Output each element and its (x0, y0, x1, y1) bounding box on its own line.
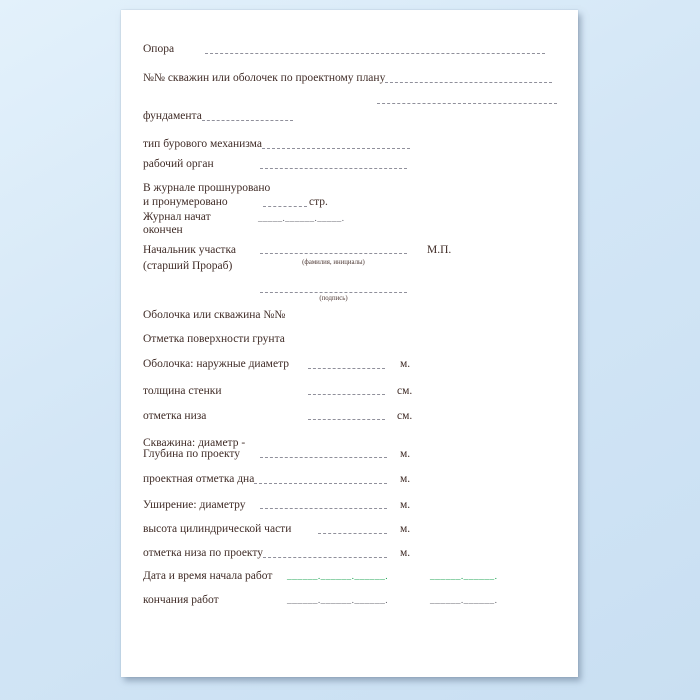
shell-outer-diameter-unit: м. (400, 358, 411, 370)
journal-laced-label-2: и пронумеровано (143, 196, 228, 208)
drill-mechanism-label: тип бурового механизма (143, 138, 262, 150)
work-end-label: кончания работ (143, 594, 219, 606)
work-end-date-placeholder: ______.______.______. (287, 596, 389, 606)
shell-or-well-label: Оболочка или скважина №№ (143, 309, 286, 321)
wall-thickness-unit: см. (397, 385, 413, 397)
document-page (121, 10, 578, 677)
ground-surface-label: Отметка поверхности грунта (143, 333, 285, 345)
project-bottom-mark-row (143, 473, 387, 486)
working-body-label: рабочий орган (143, 158, 214, 170)
project-bottom-mark-unit: м. (400, 473, 411, 485)
widening-diameter-unit: м. (400, 499, 411, 511)
foundation-fill-line (202, 110, 293, 121)
name-hint: (фамилия, инициалы) (302, 259, 365, 266)
stamp-abbr: М.П. (427, 244, 452, 256)
bottom-mark-project-unit: м. (400, 547, 411, 559)
well-diameter-label: Скважина: диаметр - (143, 437, 246, 449)
pages-count-fill-line (263, 196, 307, 207)
signature-hint: (подпись) (319, 295, 348, 302)
bottom-mark-project-fill-line (263, 547, 387, 558)
bottom-mark-fill-line (308, 409, 385, 420)
drill-mechanism-fill-line (262, 138, 410, 149)
shell-outer-diameter-fill-line (308, 358, 385, 369)
cylinder-height-unit: м. (400, 523, 411, 535)
journal-laced-label-1: В журнале прошнуровано (143, 182, 271, 194)
wells-plan-fill-line (385, 72, 552, 83)
bottom-mark-project-label: отметка низа по проекту (143, 547, 263, 559)
project-depth-fill-line (260, 447, 387, 458)
project-bottom-mark-label: проектная отметка дна (143, 473, 255, 485)
journal-finished-label: окончен (143, 224, 183, 236)
wall-thickness-fill-line (308, 384, 385, 395)
drill-mechanism-row (143, 138, 410, 151)
work-end-time-placeholder: ______.______. (430, 596, 498, 606)
journal-started-label: Журнал начат (143, 211, 211, 223)
work-start-time-placeholder: ______.______. (430, 572, 498, 582)
project-depth-label: Глубина по проекту (143, 448, 240, 460)
wall-thickness-label: толщина стенки (143, 385, 222, 397)
cylinder-height-label: высота цилиндрической части (143, 523, 292, 535)
widening-diameter-fill-line (260, 498, 387, 509)
wells-plan-label: №№ скважин или оболочек по проектному плану (143, 72, 386, 84)
wells-plan-row (143, 72, 552, 85)
pages-abbr: стр. (309, 196, 328, 208)
cylinder-height-fill-line (318, 523, 387, 534)
work-start-date-placeholder: ______.______.______. (287, 572, 389, 582)
working-body-fill-line (260, 158, 407, 169)
signature-fill-line (260, 282, 407, 293)
support-label: Опора (143, 43, 175, 55)
site-manager-label-2: (старший Прораб) (143, 260, 233, 272)
continuation-fill-line (377, 93, 557, 104)
project-bottom-mark-fill-line (254, 473, 387, 484)
site-manager-name-fill-line (260, 243, 407, 254)
bottom-mark-label: отметка низа (143, 410, 207, 422)
work-start-label: Дата и время начала работ (143, 570, 273, 582)
shell-outer-diameter-label: Оболочка: наружные диаметр (143, 358, 289, 370)
bottom-mark-project-row (143, 547, 387, 560)
site-manager-label-1: Начальник участка (143, 244, 236, 256)
support-fill-line (205, 43, 545, 54)
journal-started-date-placeholder: _____.______._____. (258, 213, 345, 223)
bottom-mark-unit: см. (397, 410, 413, 422)
foundation-label: фундамента (143, 110, 202, 122)
widening-diameter-label: Уширение: диаметру (143, 499, 246, 511)
project-depth-unit: м. (400, 448, 411, 460)
foundation-row (143, 110, 293, 123)
